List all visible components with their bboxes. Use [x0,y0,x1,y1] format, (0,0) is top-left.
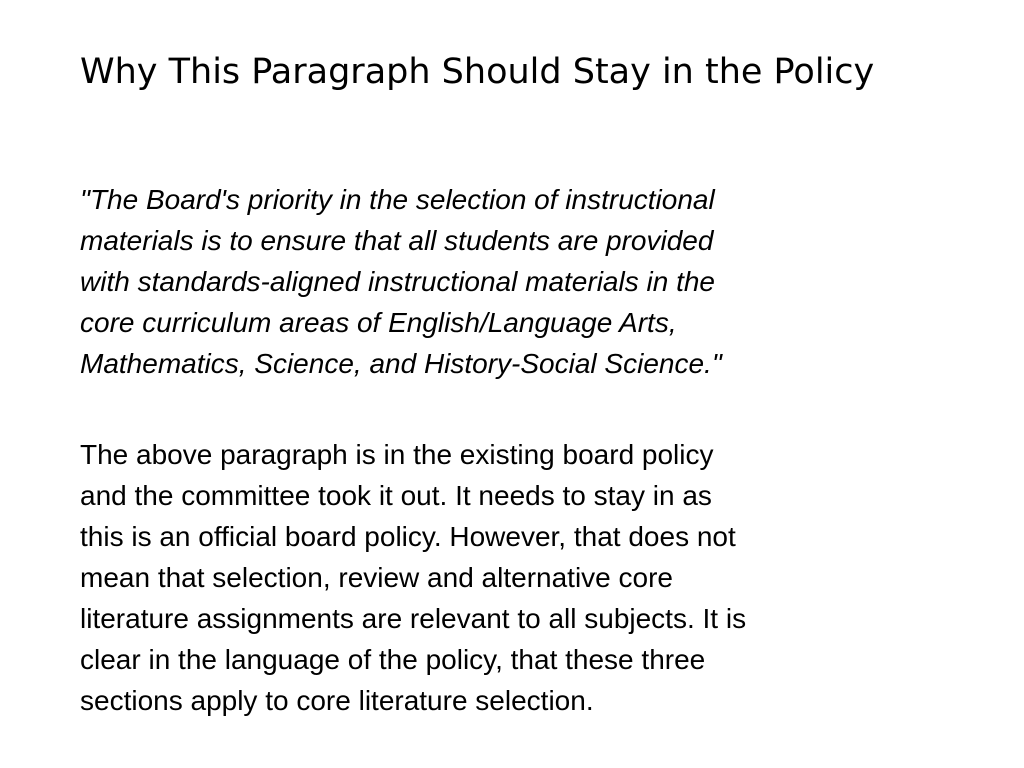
quote-line: with standards-aligned instructional materials in the [80,266,715,297]
slide-title: Why This Paragraph Should Stay in the Policy [80,52,875,92]
body-line: mean that selection, review and alternative core [80,562,673,593]
quoted-policy-paragraph [80,179,886,384]
body-line: clear in the language of the policy, that these three [80,644,706,675]
quote-line: core curriculum areas of English/Language Arts, [80,307,677,338]
body-line: this is an official board policy. However, that does not [80,521,736,552]
quote-line: "The Board's priority in the selection of instructional [80,184,715,215]
body-line: sections apply to core literature selection. [80,685,594,716]
body-line: The above paragraph is in the existing board policy [80,439,714,470]
body-line: literature assignments are relevant to all subjects. It is [80,603,747,634]
quote-line: Mathematics, Science, and History-Social Science." [80,348,722,379]
explanation-paragraph [80,434,910,721]
body-line: and the committee took it out. It needs to stay in as [80,480,712,511]
quote-line: materials is to ensure that all students are provided [80,225,714,256]
